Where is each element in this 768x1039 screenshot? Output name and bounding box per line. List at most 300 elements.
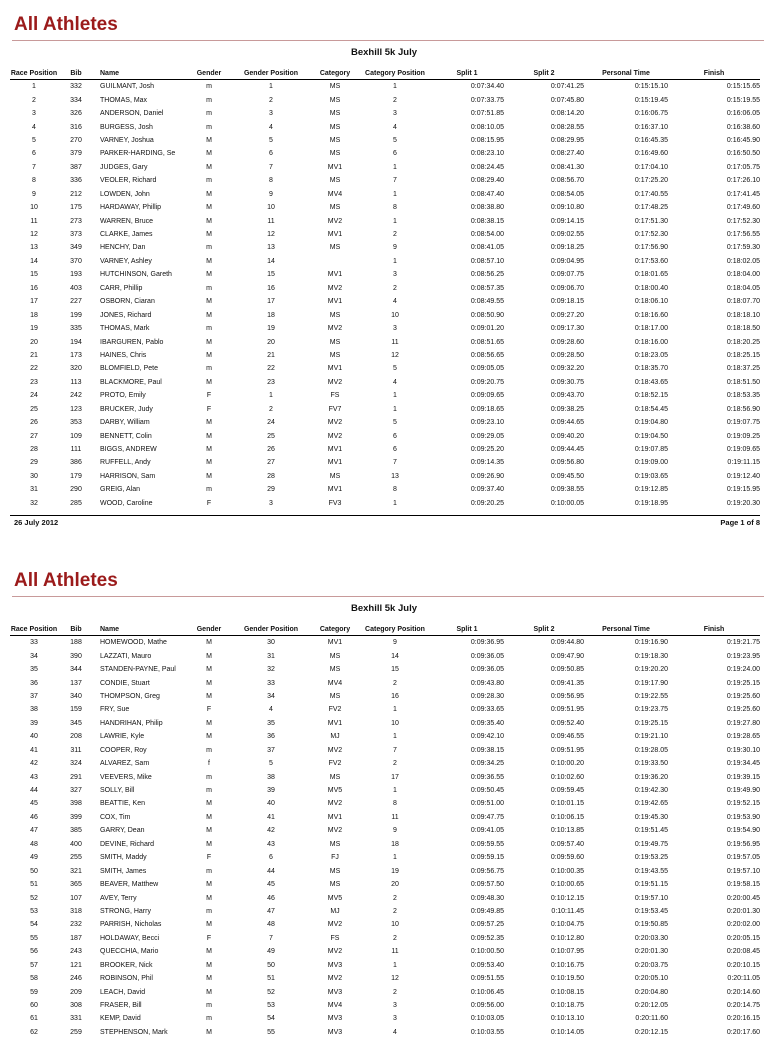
cell-category: MS [329,177,341,185]
cell-gender: m [206,867,212,875]
table-end-rule [10,515,760,516]
cell-name: HENCHY, Dan [100,244,146,252]
cell-bib: 326 [70,110,82,118]
cell-finish: 0:17:59.30 [726,244,760,252]
cell-split-1: 0:09:50.45 [470,787,504,795]
cell-gender: M [206,446,212,454]
cell-name: STEPHENSON, Mark [100,1028,168,1036]
cell-split-1: 0:08:57.35 [470,284,504,292]
cell-name: BLACKMORE, Paul [100,378,162,386]
table-row [10,744,760,757]
table-row [10,636,760,650]
cell-split-1: 0:09:42.10 [470,733,504,741]
cell-gender: M [206,136,212,144]
table-row [10,932,760,945]
cell-category-position: 1 [393,961,397,969]
cell-gender-position: 40 [267,800,275,808]
cell-category: MV1 [327,446,343,454]
cell-category-position: 15 [391,666,399,674]
cell-category-position: 8 [393,486,397,494]
cell-name: CLARKE, James [100,231,153,239]
cell-split-1: 0:08:15.95 [470,136,504,144]
cell-category: MS [329,110,341,118]
cell-gender-position: 30 [267,639,275,647]
cell-gender-position: 13 [267,244,275,252]
cell-split-2: 0:10:08.15 [550,988,584,996]
cell-bib: 403 [70,284,82,292]
cell-gender-position: 50 [267,961,275,969]
table-row [10,201,760,214]
cell-personal-time: 0:15:19.45 [634,96,668,104]
cell-finish: 0:19:58.15 [726,881,760,889]
cell-gender: M [206,432,212,440]
cell-gender: m [206,110,212,118]
cell-finish: 0:19:39.15 [726,773,760,781]
table-row [10,851,760,864]
cell-personal-time: 0:19:33.50 [634,760,668,768]
cell-finish: 0:19:20.30 [726,499,760,507]
cell-personal-time: 0:18:17.00 [634,325,668,333]
cell-split-2: 0:09:44.80 [550,639,584,647]
cell-split-1: 0:09:47.75 [470,813,504,821]
cell-name: LAWRIE, Kyle [100,733,145,741]
cell-category: MV2 [327,419,343,427]
cell-split-1: 0:09:41.05 [470,827,504,835]
cell-gender: M [206,271,212,279]
cell-split-1: 0:09:53.40 [470,961,504,969]
cell-finish: 0:19:28.65 [726,733,760,741]
results-table [10,63,760,510]
cell-category-position: 5 [393,365,397,373]
cell-name: OSBORN, Ciaran [100,298,155,306]
cell-split-2: 0:09:04.95 [550,257,584,265]
cell-bib: 270 [70,136,82,144]
cell-split-1: 0:10:00.50 [470,948,504,956]
cell-split-2: 0:07:45.80 [550,96,584,104]
cell-split-1: 0:09:36.05 [470,652,504,660]
cell-category-position: 6 [393,446,397,454]
cell-finish: 0:20:08.45 [726,948,760,956]
cell-category: MJ [330,733,340,741]
cell-category: MV2 [327,827,343,835]
table-row [10,784,760,797]
cell-bib: 308 [70,1002,82,1010]
cell-bib: 370 [70,257,82,265]
cell-category: MV1 [327,231,343,239]
cell-personal-time: 0:20:11.60 [635,1015,668,1023]
cell-category: MS [329,472,341,480]
cell-category: MV2 [327,921,343,929]
cell-gender-position: 6 [269,150,273,158]
cell-race-position: 42 [30,760,38,768]
cell-gender: M [206,298,212,306]
cell-split-2: 0:09:43.70 [550,392,584,400]
cell-personal-time: 0:20:12.05 [634,1002,668,1010]
cell-gender: M [206,217,212,225]
table-row [10,241,760,254]
cell-gender: m [206,123,212,131]
cell-split-1: 0:08:38.80 [470,204,504,212]
table-row [10,228,760,241]
cell-bib: 232 [70,921,82,929]
cell-bib: 345 [70,719,82,727]
cell-personal-time: 0:19:03.65 [634,472,668,480]
cell-gender-position: 29 [267,486,275,494]
cell-gender: M [206,639,212,647]
cell-personal-time: 0:19:20.20 [634,666,668,674]
table-row [10,649,760,662]
cell-finish: 0:18:25.15 [726,351,760,359]
cell-category: MS [329,204,341,212]
cell-personal-time: 0:20:03.75 [634,961,668,969]
cell-gender-position: 51 [267,975,275,983]
cell-split-1: 0:08:29.40 [470,177,504,185]
cell-split-2: 0:10:16.75 [550,961,584,969]
table-row [10,1026,760,1039]
table-row [10,690,760,703]
cell-finish: 0:19:09.65 [726,446,760,454]
cell-name: COOPER, Roy [100,746,147,754]
cell-name: THOMPSON, Greg [100,692,160,700]
cell-category-position: 16 [391,692,399,700]
cell-gender: m [206,746,212,754]
cell-gender: M [206,419,212,427]
table-row [10,770,760,783]
cell-race-position: 36 [30,679,38,687]
cell-gender: M [206,472,212,480]
cell-personal-time: 0:20:12.15 [634,1028,668,1036]
cell-name: HARRISON, Sam [100,472,156,480]
cell-race-position: 52 [30,894,38,902]
cell-race-position: 45 [30,800,38,808]
cell-race-position: 37 [30,692,38,700]
cell-category: MV1 [327,719,343,727]
cell-bib: 353 [70,419,82,427]
cell-gender: M [206,378,212,386]
cell-finish: 0:19:25.60 [726,706,760,714]
cell-category: MS [329,244,341,252]
cell-category: MV1 [327,459,343,467]
cell-split-1: 0:09:48.30 [470,894,504,902]
cell-split-1: 0:09:14.35 [470,459,504,467]
page-heading: All Athletes [14,570,118,591]
cell-race-position: 62 [30,1028,38,1036]
cell-split-2: 0:10:12.15 [550,894,584,902]
cell-personal-time: 0:19:23.75 [634,706,668,714]
cell-category-position: 1 [393,706,397,714]
cell-name: BENNETT, Colin [100,432,152,440]
cell-category: MV1 [327,639,343,647]
cell-finish: 0:20:17.60 [726,1028,760,1036]
table-row [10,120,760,133]
cell-race-position: 58 [30,975,38,983]
cell-split-1: 0:09:49.85 [470,907,504,915]
cell-bib: 311 [70,746,82,754]
cell-split-1: 0:08:24.45 [470,163,504,171]
cell-race-position: 13 [30,244,38,252]
column-header-finish: Finish [668,63,760,80]
cell-gender: m [206,787,212,795]
cell-split-1: 0:09:57.25 [470,921,504,929]
cell-bib: 209 [70,988,82,996]
cell-category-position: 2 [393,760,397,768]
cell-category-position: 12 [391,351,399,359]
cell-gender: m [206,177,212,185]
cell-bib: 332 [70,83,82,91]
cell-gender: M [206,150,212,158]
table-row [10,147,760,160]
cell-name: BEAVER, Matthew [100,881,159,889]
cell-name: HOLDAWAY, Becci [100,934,160,942]
cell-gender-position: 31 [267,652,275,660]
cell-race-position: 15 [30,271,38,279]
cell-race-position: 12 [30,231,38,239]
cell-gender: m [206,96,212,104]
cell-split-2: 0:07:41.25 [550,83,584,91]
cell-name: GUILMANT, Josh [100,83,155,91]
cell-finish: 0:19:23.95 [726,652,760,660]
cell-personal-time: 0:20:01.30 [634,948,668,956]
cell-gender: F [206,392,212,400]
cell-split-1: 0:09:29.05 [470,432,504,440]
cell-category-position: 19 [391,867,399,875]
cell-personal-time: 0:17:48.25 [634,204,668,212]
cell-race-position: 3 [32,110,36,118]
cell-split-1: 0:09:51.00 [470,800,504,808]
table-row [10,349,760,362]
cell-race-position: 43 [30,773,38,781]
cell-name: COX, Tim [100,813,131,821]
cell-split-1: 0:09:35.40 [470,719,504,727]
cell-split-1: 0:08:47.40 [470,190,504,198]
column-header-category-position: Category Position [360,63,430,80]
cell-category-position: 5 [393,136,397,144]
cell-bib: 246 [70,975,82,983]
footer-date: 26 July 2012 [14,518,59,527]
cell-category: MS [329,881,341,889]
table-row [10,389,760,402]
cell-name: FRY, Sue [100,706,130,714]
table-row [10,282,760,295]
cell-category: MV1 [327,298,343,306]
table-row [10,824,760,837]
cell-split-2: 0:08:54.05 [550,190,584,198]
cell-gender: M [206,231,212,239]
cell-category: MV5 [327,894,343,902]
cell-category: MV4 [327,190,343,198]
cell-split-2: 0:09:18.15 [550,298,584,306]
cell-name: VARNEY, Ashley [100,257,152,265]
cell-gender: m [206,1015,212,1023]
cell-gender-position: 4 [269,123,273,131]
cell-split-2: 0:09:56.95 [550,692,584,700]
cell-race-position: 33 [30,639,38,647]
cell-personal-time: 0:18:01.65 [634,271,668,279]
cell-personal-time: 0:17:04.10 [634,163,668,171]
cell-race-position: 56 [30,948,38,956]
cell-category-position: 1 [393,83,397,91]
cell-category-position: 2 [393,231,397,239]
cell-name: BLOMFIELD, Pete [100,365,158,373]
cell-bib: 259 [70,1028,82,1036]
column-header-name: Name [94,619,186,636]
cell-split-2: 0:09:59.45 [550,787,584,795]
cell-personal-time: 0:16:37.10 [634,123,668,131]
cell-category: MS [329,136,341,144]
cell-category: MV1 [327,486,343,494]
cell-split-2: 0:09:18.25 [550,244,584,252]
table-row [10,676,760,689]
cell-personal-time: 0:19:16.90 [634,639,668,647]
cell-finish: 0:15:19.55 [726,96,760,104]
cell-split-1: 0:09:28.30 [470,692,504,700]
cell-split-2: 0:10:18.75 [550,1002,584,1010]
cell-finish: 0:19:12.40 [726,472,760,480]
column-header-category-position: Category Position [360,619,430,636]
cell-gender: M [206,827,212,835]
cell-gender: m [206,773,212,781]
cell-finish: 0:18:07.70 [726,298,760,306]
cell-gender-position: 28 [267,472,275,480]
cell-finish: 0:19:49.90 [726,787,760,795]
cell-finish: 0:18:04.00 [726,271,760,279]
cell-gender: M [206,813,212,821]
cell-name: VEOLER, Richard [100,177,157,185]
cell-gender-position: 10 [267,204,275,212]
cell-race-position: 53 [30,907,38,915]
cell-finish: 0:16:45.90 [726,136,760,144]
cell-name: FRASER, Bill [100,1002,142,1010]
cell-finish: 0:20:16.15 [726,1015,760,1023]
cell-name: BIGGS, ANDREW [100,446,157,454]
column-header-personal-time: Personal Time [584,63,668,80]
cell-split-2: 0:08:29.95 [550,136,584,144]
cell-category: MV2 [327,217,343,225]
cell-name: HANDRIHAN, Philip [100,719,163,727]
cell-finish: 0:17:49.60 [726,204,760,212]
cell-split-1: 0:09:36.55 [470,773,504,781]
table-row [10,1012,760,1025]
cell-category-position: 10 [391,311,399,319]
cell-category: FS [330,392,340,400]
cell-gender: m [206,83,212,91]
cell-gender-position: 41 [267,813,275,821]
cell-race-position: 19 [30,325,38,333]
cell-bib: 199 [70,311,82,319]
cell-race-position: 25 [30,405,38,413]
cell-name: ANDERSON, Daniel [100,110,164,118]
cell-race-position: 34 [30,652,38,660]
cell-name: HUTCHINSON, Gareth [100,271,172,279]
cell-gender: M [206,894,212,902]
cell-category-position: 3 [393,110,397,118]
cell-name: STRONG, Harry [100,907,151,915]
cell-category: MV2 [327,800,343,808]
cell-finish: 0:19:56.95 [726,840,760,848]
cell-gender-position: 16 [267,284,275,292]
table-row [10,703,760,716]
heading-rule [12,596,764,597]
cell-name: THOMAS, Mark [100,325,150,333]
cell-split-2: 0:10:11.45 [551,907,584,915]
cell-finish: 0:20:14.75 [726,1002,760,1010]
cell-name: STANDEN-PAYNE, Paul [100,666,176,674]
cell-race-position: 61 [30,1015,38,1023]
cell-personal-time: 0:19:50.85 [634,921,668,929]
cell-finish: 0:19:11.15 [727,459,760,467]
cell-gender-position: 34 [267,692,275,700]
cell-gender-position: 53 [267,1002,275,1010]
cell-split-1: 0:09:26.90 [470,472,504,480]
cell-split-1: 0:09:36.95 [470,639,504,647]
cell-category-position: 1 [393,217,397,225]
cell-gender-position: 43 [267,840,275,848]
cell-finish: 0:17:52.30 [726,217,760,225]
column-header-category: Category [310,63,360,80]
cell-finish: 0:17:05.75 [726,163,760,171]
column-header-split-2: Split 2 [504,619,584,636]
cell-gender-position: 6 [269,854,273,862]
cell-race-position: 50 [30,867,38,875]
cell-personal-time: 0:19:45.30 [634,813,668,821]
cell-finish: 0:17:56.55 [726,231,760,239]
cell-category: FV2 [328,760,342,768]
cell-race-position: 16 [30,284,38,292]
cell-name: KEMP, David [100,1015,141,1023]
cell-split-2: 0:09:02.55 [550,231,584,239]
table-row [10,730,760,743]
cell-category-position: 2 [393,934,397,942]
cell-category: MV3 [327,1028,343,1036]
cell-bib: 398 [70,800,82,808]
cell-finish: 0:18:18.50 [726,325,760,333]
cell-name: IBARGUREN, Pablo [100,338,164,346]
cell-personal-time: 0:19:36.20 [634,773,668,781]
cell-category-position: 2 [393,988,397,996]
table-row [10,470,760,483]
cell-finish: 0:18:51.50 [726,378,760,386]
table-row [10,456,760,469]
table-row [10,811,760,824]
cell-race-position: 9 [32,190,36,198]
cell-split-1: 0:08:51.65 [470,338,504,346]
cell-finish: 0:20:10.15 [726,961,760,969]
cell-personal-time: 0:19:53.25 [634,854,668,862]
cell-bib: 340 [70,692,82,700]
table-row [10,757,760,770]
footer-page-number: Page 1 of 8 [720,518,760,527]
cell-category: MS [329,840,341,848]
cell-split-1: 0:09:56.75 [470,867,504,875]
cell-gender: M [206,311,212,319]
cell-category: MV2 [327,432,343,440]
cell-split-1: 0:09:18.65 [470,405,504,413]
cell-personal-time: 0:19:51.45 [634,827,668,835]
cell-bib: 290 [70,486,82,494]
cell-split-2: 0:09:44.45 [550,446,584,454]
cell-gender: M [206,204,212,212]
cell-split-1: 0:09:38.15 [470,746,504,754]
cell-gender-position: 20 [267,338,275,346]
cell-name: DEVINE, Richard [100,840,155,848]
cell-gender-position: 4 [269,706,273,714]
cell-personal-time: 0:19:17.90 [634,679,668,687]
cell-finish: 0:18:20.25 [726,338,760,346]
cell-name: CONDIE, Stuart [100,679,150,687]
table-row [10,107,760,120]
cell-split-1: 0:09:09.65 [470,392,504,400]
cell-split-1: 0:09:01.20 [470,325,504,333]
